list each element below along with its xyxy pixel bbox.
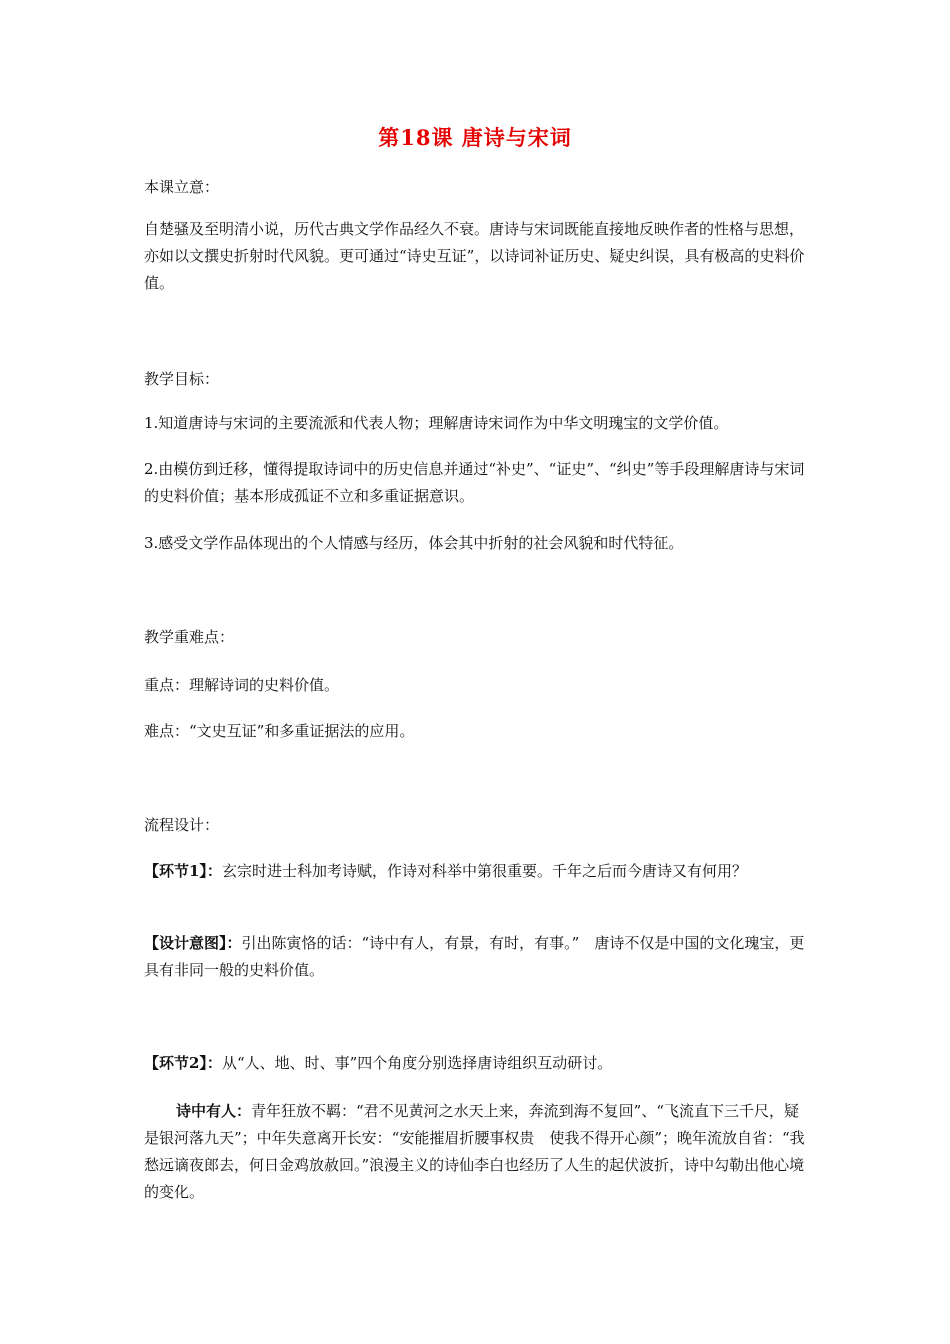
key-point: 重点：理解诗词的史料价值。 — [144, 676, 340, 694]
goals-heading: 教学目标： — [144, 370, 220, 388]
step1-paragraph — [144, 858, 806, 885]
design-text: 引出陈寅恪的话：“诗中有人，有景，有时，有事。” 唐诗不仅是中国的文化瑰宝，更具有非同一般的史料价值。 — [144, 934, 805, 979]
design-paragraph — [144, 930, 806, 984]
step2-paragraph — [144, 1050, 806, 1077]
goal-item-2: 2.由模仿到迁移，懂得提取诗词中的历史信息并通过“补史”、“证史”、“纠史”等手段理解唐诗与宋词的史料价值；基本形成孤证不立和多重证据意识。 — [144, 460, 805, 505]
process-heading: 流程设计： — [144, 816, 220, 834]
goal-item-1: 1.知道唐诗与宋词的主要流派和代表人物；理解唐诗宋词作为中华文明瑰宝的文学价值。 — [144, 414, 729, 432]
intent-heading: 本课立意： — [144, 178, 220, 196]
step1-text: 玄宗时进士科加考诗赋，作诗对科举中第很重要。千年之后而今唐诗又有何用？ — [221, 862, 747, 880]
difficulties-heading: 教学重难点： — [144, 628, 235, 646]
intent-text: 自楚骚及至明清小说，历代古典文学作品经久不衰。唐诗与宋词既能直接地反映作者的性格与思想，亦如以文撰史折射时代风貌。更可通过“诗史互证”，以诗词补证历史、疑史纠误，具有极高的史料价值。 — [144, 220, 805, 292]
person-label: 诗中有人： — [176, 1102, 252, 1120]
difficult-point: 难点：“文史互证”和多重证据法的应用。 — [144, 722, 415, 740]
goal-item-3: 3.感受文学作品体现出的个人情感与经历，体会其中折射的社会风貌和时代特征。 — [144, 534, 684, 552]
step2-label: 【环节2】： — [144, 1054, 222, 1072]
person-paragraph — [144, 1098, 806, 1206]
page-title: 第18课 唐诗与宋词 — [378, 125, 572, 150]
person-text: 青年狂放不羁：“君不见黄河之水天上来，奔流到海不复回”、“飞流直下三千尺，疑是银河落九天”；中年失意离开长安：“安能摧眉折腰事权贵 使我不得开心颜”；晚年流放自省：“我愁远谪夜郎去，何日金鸡放赦回。”浪漫主义的诗仙李白也经历了人生的起伏波折，诗中勾勒出他心境的变化。 — [144, 1102, 805, 1201]
step1-label: 【环节1】： — [144, 862, 222, 880]
design-label: 【设计意图】： — [144, 934, 242, 952]
step2-text: 从“人、地、时、事”四个角度分别选择唐诗组织互动研讨。 — [221, 1054, 613, 1072]
